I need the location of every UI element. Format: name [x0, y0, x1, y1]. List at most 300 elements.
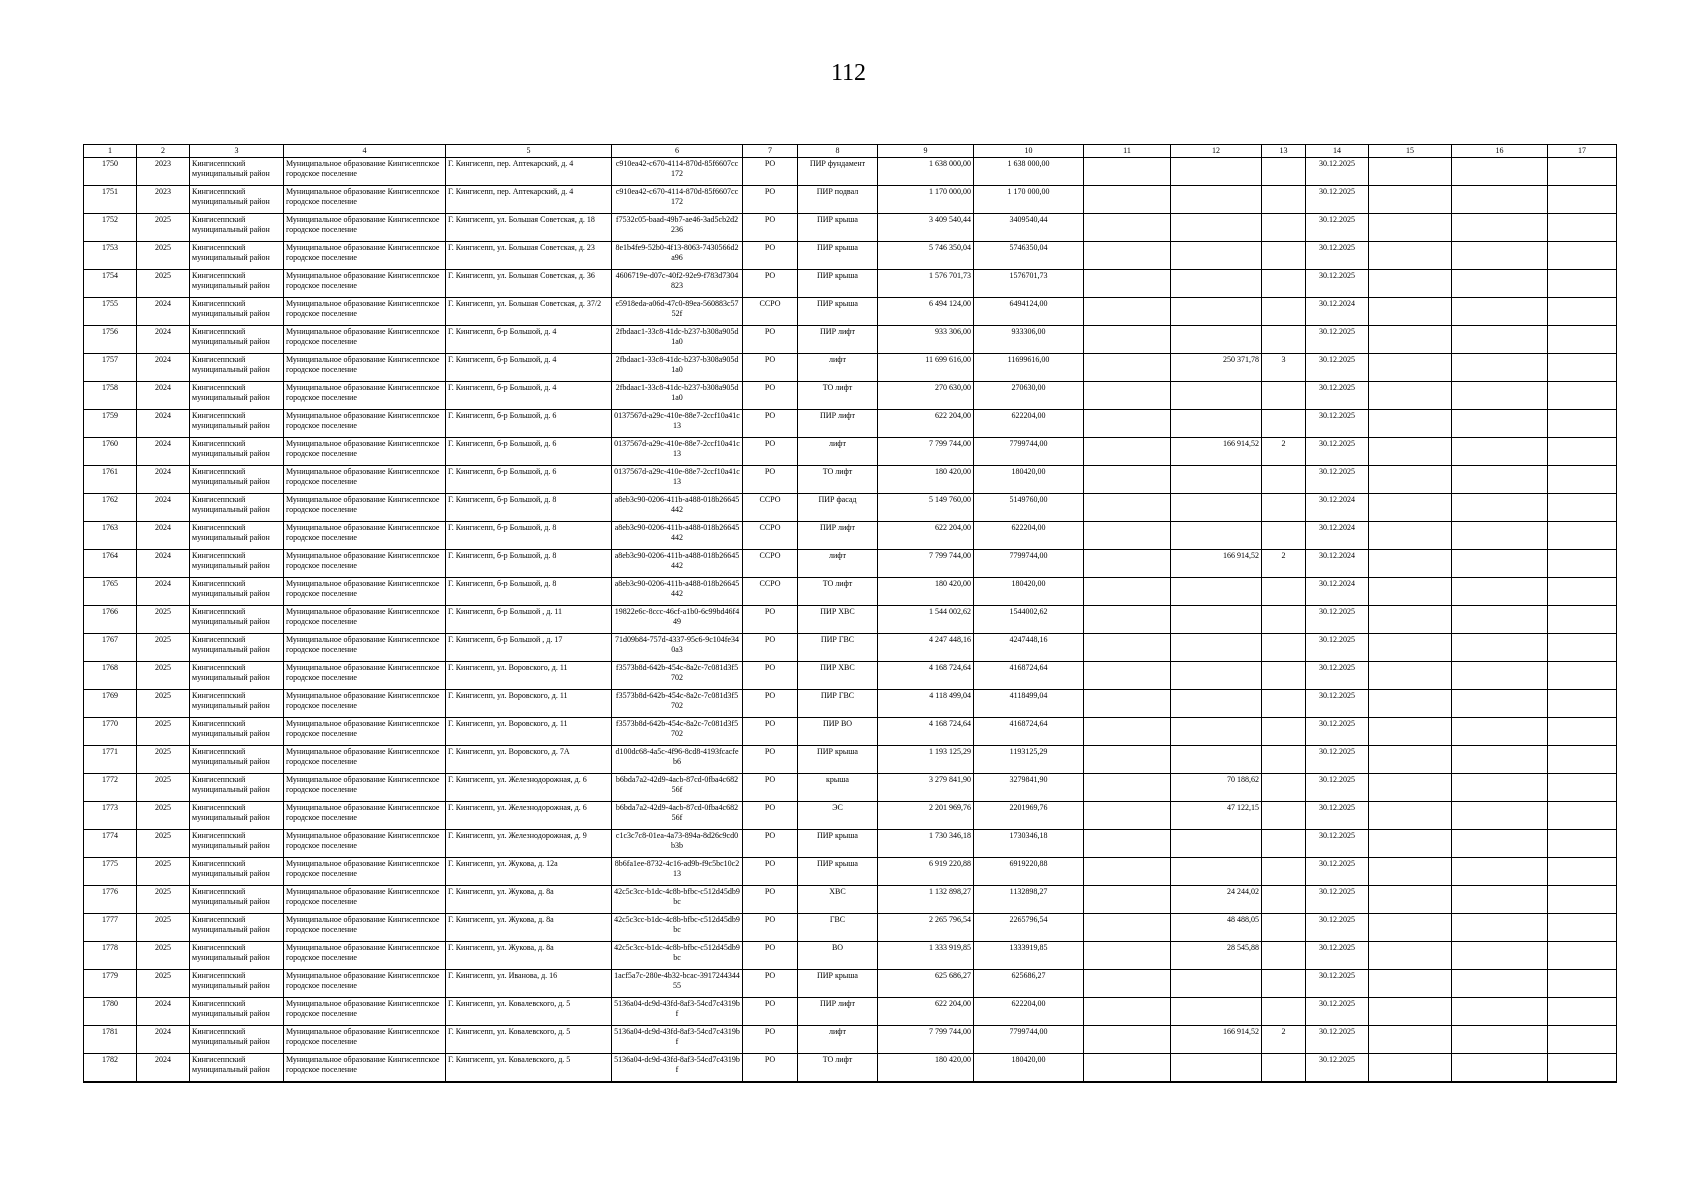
- cell-col-7: РО: [743, 382, 798, 410]
- cell-col-7: РО: [743, 606, 798, 634]
- cell-col-14: 30.12.2025: [1306, 718, 1369, 746]
- cell-col-3: Кингисеппский муниципальный район: [190, 410, 284, 438]
- cell-col-11: [1084, 158, 1171, 186]
- cell-col-11: [1084, 354, 1171, 382]
- cell-col-1: 1760: [84, 438, 137, 466]
- column-header-15: 15: [1369, 145, 1452, 158]
- cell-col-6: 4606719e-d07c-40f2-92e9-f783d7304823: [612, 270, 743, 298]
- cell-col-13: [1262, 1054, 1306, 1082]
- cell-col-1: 1764: [84, 550, 137, 578]
- cell-col-12: [1171, 494, 1262, 522]
- cell-col-17: [1548, 998, 1617, 1026]
- cell-col-8: ПИР крыша: [798, 830, 878, 858]
- cell-col-12: [1171, 970, 1262, 998]
- cell-col-14: 30.12.2024: [1306, 550, 1369, 578]
- cell-col-10: 180420,00: [974, 578, 1084, 606]
- cell-col-4: Муниципальное образование Кингисеппское городское поселение: [284, 298, 446, 326]
- table-row: [84, 186, 1617, 214]
- cell-col-8: ГВС: [798, 914, 878, 942]
- cell-col-4: Муниципальное образование Кингисеппское городское поселение: [284, 718, 446, 746]
- cell-col-8: ТО лифт: [798, 578, 878, 606]
- cell-col-4: Муниципальное образование Кингисеппское городское поселение: [284, 634, 446, 662]
- cell-col-8: ПИР лифт: [798, 410, 878, 438]
- cell-col-9: 1 170 000,00: [878, 186, 974, 214]
- cell-col-10: 2265796,54: [974, 914, 1084, 942]
- cell-col-14: 30.12.2025: [1306, 970, 1369, 998]
- cell-col-17: [1548, 606, 1617, 634]
- cell-col-17: [1548, 634, 1617, 662]
- cell-col-13: [1262, 578, 1306, 606]
- table-row: [84, 634, 1617, 662]
- cell-col-16: [1452, 1026, 1548, 1054]
- cell-col-11: [1084, 662, 1171, 690]
- cell-col-2: 2024: [137, 550, 190, 578]
- cell-col-15: [1369, 690, 1452, 718]
- cell-col-10: 1132898,27: [974, 886, 1084, 914]
- cell-col-6: e5918eda-a06d-47c0-89ea-560883c5752f: [612, 298, 743, 326]
- cell-col-12: 28 545,88: [1171, 942, 1262, 970]
- table-row: [84, 886, 1617, 914]
- cell-col-6: 1acf5a7c-280e-4b32-bcac-391724434455: [612, 970, 743, 998]
- cell-col-15: [1369, 830, 1452, 858]
- cell-col-1: 1767: [84, 634, 137, 662]
- cell-col-5: Г. Кингисепп, ул. Ковалевского, д. 5: [446, 998, 612, 1026]
- cell-col-2: 2025: [137, 270, 190, 298]
- cell-col-4: Муниципальное образование Кингисеппское городское поселение: [284, 242, 446, 270]
- cell-col-12: [1171, 578, 1262, 606]
- cell-col-16: [1452, 466, 1548, 494]
- cell-col-1: 1776: [84, 886, 137, 914]
- cell-col-17: [1548, 214, 1617, 242]
- cell-col-17: [1548, 662, 1617, 690]
- table-row: [84, 326, 1617, 354]
- table-row: [84, 858, 1617, 886]
- cell-col-7: РО: [743, 662, 798, 690]
- cell-col-7: РО: [743, 270, 798, 298]
- cell-col-12: [1171, 158, 1262, 186]
- cell-col-9: 1 193 125,29: [878, 746, 974, 774]
- cell-col-2: 2025: [137, 214, 190, 242]
- table-row: [84, 494, 1617, 522]
- cell-col-3: Кингисеппский муниципальный район: [190, 774, 284, 802]
- cell-col-14: 30.12.2025: [1306, 998, 1369, 1026]
- cell-col-12: [1171, 522, 1262, 550]
- cell-col-15: [1369, 858, 1452, 886]
- cell-col-4: Муниципальное образование Кингисеппское городское поселение: [284, 550, 446, 578]
- cell-col-9: 7 799 744,00: [878, 438, 974, 466]
- cell-col-10: 4168724,64: [974, 718, 1084, 746]
- cell-col-11: [1084, 298, 1171, 326]
- cell-col-16: [1452, 214, 1548, 242]
- table-header: [84, 145, 1617, 158]
- cell-col-3: Кингисеппский муниципальный район: [190, 550, 284, 578]
- cell-col-8: ПИР крыша: [798, 858, 878, 886]
- column-header-7: 7: [743, 145, 798, 158]
- cell-col-3: Кингисеппский муниципальный район: [190, 298, 284, 326]
- cell-col-15: [1369, 718, 1452, 746]
- cell-col-8: ПИР крыша: [798, 214, 878, 242]
- cell-col-6: 2fbdaac1-33c8-41dc-b237-b308a905d1a0: [612, 326, 743, 354]
- cell-col-2: 2024: [137, 410, 190, 438]
- cell-col-7: РО: [743, 186, 798, 214]
- cell-col-12: [1171, 186, 1262, 214]
- cell-col-5: Г. Кингисепп, б-р Большой , д. 17: [446, 634, 612, 662]
- cell-col-15: [1369, 522, 1452, 550]
- cell-col-10: 1 170 000,00: [974, 186, 1084, 214]
- cell-col-12: [1171, 662, 1262, 690]
- cell-col-6: f3573b8d-642b-454c-8a2c-7c081d3f5702: [612, 690, 743, 718]
- cell-col-10: 1333919,85: [974, 942, 1084, 970]
- cell-col-11: [1084, 550, 1171, 578]
- cell-col-1: 1769: [84, 690, 137, 718]
- cell-col-12: 24 244,02: [1171, 886, 1262, 914]
- cell-col-7: ССРО: [743, 494, 798, 522]
- cell-col-3: Кингисеппский муниципальный район: [190, 830, 284, 858]
- cell-col-3: Кингисеппский муниципальный район: [190, 886, 284, 914]
- cell-col-13: [1262, 242, 1306, 270]
- cell-col-6: c1c3c7c8-01ea-4a73-894a-8d26c9cd0b3b: [612, 830, 743, 858]
- cell-col-16: [1452, 298, 1548, 326]
- cell-col-9: 622 204,00: [878, 410, 974, 438]
- cell-col-9: 1 333 919,85: [878, 942, 974, 970]
- cell-col-8: лифт: [798, 438, 878, 466]
- cell-col-5: Г. Кингисепп, б-р Большой, д. 6: [446, 466, 612, 494]
- column-header-6: 6: [612, 145, 743, 158]
- cell-col-8: ПИР ГВС: [798, 634, 878, 662]
- cell-col-13: [1262, 606, 1306, 634]
- cell-col-17: [1548, 774, 1617, 802]
- cell-col-12: [1171, 466, 1262, 494]
- cell-col-2: 2024: [137, 382, 190, 410]
- cell-col-14: 30.12.2025: [1306, 242, 1369, 270]
- cell-col-7: ССРО: [743, 522, 798, 550]
- cell-col-9: 6 494 124,00: [878, 298, 974, 326]
- cell-col-6: f7532c05-baad-49b7-ae46-3ad5cb2d2236: [612, 214, 743, 242]
- cell-col-13: [1262, 774, 1306, 802]
- cell-col-5: Г. Кингисепп, ул. Большая Советская, д. 18: [446, 214, 612, 242]
- cell-col-17: [1548, 494, 1617, 522]
- cell-col-17: [1548, 970, 1617, 998]
- cell-col-14: 30.12.2025: [1306, 942, 1369, 970]
- column-header-8: 8: [798, 145, 878, 158]
- cell-col-15: [1369, 746, 1452, 774]
- cell-col-17: [1548, 158, 1617, 186]
- cell-col-14: 30.12.2025: [1306, 354, 1369, 382]
- cell-col-6: a8eb3c90-0206-411b-a488-018b26645442: [612, 578, 743, 606]
- cell-col-16: [1452, 774, 1548, 802]
- cell-col-11: [1084, 438, 1171, 466]
- cell-col-17: [1548, 802, 1617, 830]
- cell-col-11: [1084, 830, 1171, 858]
- cell-col-6: a8eb3c90-0206-411b-a488-018b26645442: [612, 494, 743, 522]
- table-row: [84, 942, 1617, 970]
- table-row: [84, 830, 1617, 858]
- cell-col-8: ХВС: [798, 886, 878, 914]
- cell-col-14: 30.12.2025: [1306, 802, 1369, 830]
- cell-col-15: [1369, 1026, 1452, 1054]
- cell-col-13: [1262, 186, 1306, 214]
- cell-col-14: 30.12.2025: [1306, 886, 1369, 914]
- cell-col-6: 8b6fa1ee-8732-4c16-ad9b-f9c5bc10c213: [612, 858, 743, 886]
- cell-col-11: [1084, 858, 1171, 886]
- cell-col-4: Муниципальное образование Кингисеппское городское поселение: [284, 466, 446, 494]
- cell-col-2: 2024: [137, 298, 190, 326]
- cell-col-13: [1262, 214, 1306, 242]
- cell-col-10: 1576701,73: [974, 270, 1084, 298]
- cell-col-4: Муниципальное образование Кингисеппское городское поселение: [284, 410, 446, 438]
- cell-col-9: 1 576 701,73: [878, 270, 974, 298]
- cell-col-3: Кингисеппский муниципальный район: [190, 186, 284, 214]
- cell-col-10: 5746350,04: [974, 242, 1084, 270]
- cell-col-4: Муниципальное образование Кингисеппское городское поселение: [284, 382, 446, 410]
- cell-col-4: Муниципальное образование Кингисеппское городское поселение: [284, 186, 446, 214]
- cell-col-2: 2023: [137, 186, 190, 214]
- cell-col-11: [1084, 998, 1171, 1026]
- cell-col-4: Муниципальное образование Кингисеппское городское поселение: [284, 494, 446, 522]
- cell-col-1: 1762: [84, 494, 137, 522]
- cell-col-14: 30.12.2025: [1306, 382, 1369, 410]
- table-row: [84, 1026, 1617, 1054]
- cell-col-13: [1262, 718, 1306, 746]
- cell-col-3: Кингисеппский муниципальный район: [190, 158, 284, 186]
- cell-col-14: 30.12.2025: [1306, 1026, 1369, 1054]
- cell-col-7: РО: [743, 998, 798, 1026]
- cell-col-7: РО: [743, 438, 798, 466]
- cell-col-16: [1452, 270, 1548, 298]
- cell-col-1: 1750: [84, 158, 137, 186]
- cell-col-3: Кингисеппский муниципальный район: [190, 466, 284, 494]
- cell-col-11: [1084, 494, 1171, 522]
- table-row: [84, 718, 1617, 746]
- cell-col-8: лифт: [798, 354, 878, 382]
- cell-col-1: 1775: [84, 858, 137, 886]
- cell-col-5: Г. Кингисепп, ул. Ковалевского, д. 5: [446, 1026, 612, 1054]
- cell-col-15: [1369, 438, 1452, 466]
- cell-col-13: [1262, 690, 1306, 718]
- cell-col-7: РО: [743, 914, 798, 942]
- cell-col-11: [1084, 578, 1171, 606]
- cell-col-7: ССРО: [743, 550, 798, 578]
- cell-col-4: Муниципальное образование Кингисеппское городское поселение: [284, 970, 446, 998]
- cell-col-8: ПИР крыша: [798, 242, 878, 270]
- table-row: [84, 438, 1617, 466]
- cell-col-9: 4 247 448,16: [878, 634, 974, 662]
- cell-col-10: 7799744,00: [974, 438, 1084, 466]
- cell-col-12: [1171, 270, 1262, 298]
- cell-col-5: Г. Кингисепп, б-р Большой, д. 4: [446, 326, 612, 354]
- cell-col-1: 1771: [84, 746, 137, 774]
- cell-col-5: Г. Кингисепп, б-р Большой , д. 11: [446, 606, 612, 634]
- cell-col-3: Кингисеппский муниципальный район: [190, 914, 284, 942]
- cell-col-6: 5136a04-dc9d-43fd-8af3-54cd7c4319bf: [612, 998, 743, 1026]
- cell-col-1: 1757: [84, 354, 137, 382]
- cell-col-5: Г. Кингисепп, ул. Железнодорожная, д. 6: [446, 802, 612, 830]
- table-row: [84, 774, 1617, 802]
- cell-col-15: [1369, 774, 1452, 802]
- cell-col-12: [1171, 718, 1262, 746]
- cell-col-14: 30.12.2025: [1306, 158, 1369, 186]
- cell-col-6: 5136a04-dc9d-43fd-8af3-54cd7c4319bf: [612, 1026, 743, 1054]
- cell-col-17: [1548, 270, 1617, 298]
- cell-col-2: 2024: [137, 1054, 190, 1082]
- cell-col-16: [1452, 886, 1548, 914]
- cell-col-2: 2025: [137, 830, 190, 858]
- cell-col-13: [1262, 858, 1306, 886]
- table-row: [84, 1054, 1617, 1082]
- cell-col-5: Г. Кингисепп, ул. Жукова, д. 12а: [446, 858, 612, 886]
- cell-col-7: РО: [743, 354, 798, 382]
- cell-col-12: 166 914,52: [1171, 438, 1262, 466]
- cell-col-17: [1548, 382, 1617, 410]
- cell-col-5: Г. Кингисепп, б-р Большой, д. 8: [446, 578, 612, 606]
- cell-col-17: [1548, 438, 1617, 466]
- cell-col-3: Кингисеппский муниципальный район: [190, 662, 284, 690]
- cell-col-10: 625686,27: [974, 970, 1084, 998]
- cell-col-9: 270 630,00: [878, 382, 974, 410]
- cell-col-15: [1369, 998, 1452, 1026]
- cell-col-17: [1548, 1026, 1617, 1054]
- cell-col-17: [1548, 186, 1617, 214]
- cell-col-14: 30.12.2025: [1306, 410, 1369, 438]
- cell-col-2: 2025: [137, 746, 190, 774]
- cell-col-1: 1780: [84, 998, 137, 1026]
- cell-col-10: 3279841,90: [974, 774, 1084, 802]
- cell-col-13: [1262, 914, 1306, 942]
- cell-col-11: [1084, 746, 1171, 774]
- cell-col-7: РО: [743, 830, 798, 858]
- cell-col-1: 1778: [84, 942, 137, 970]
- table-row: [84, 606, 1617, 634]
- cell-col-17: [1548, 522, 1617, 550]
- cell-col-3: Кингисеппский муниципальный район: [190, 1026, 284, 1054]
- cell-col-16: [1452, 550, 1548, 578]
- cell-col-2: 2025: [137, 942, 190, 970]
- cell-col-13: [1262, 466, 1306, 494]
- cell-col-11: [1084, 270, 1171, 298]
- cell-col-5: Г. Кингисепп, ул. Железнодорожная, д. 6: [446, 774, 612, 802]
- cell-col-8: ПИР ВО: [798, 718, 878, 746]
- cell-col-1: 1770: [84, 718, 137, 746]
- cell-col-4: Муниципальное образование Кингисеппское городское поселение: [284, 802, 446, 830]
- cell-col-10: 622204,00: [974, 410, 1084, 438]
- cell-col-1: 1765: [84, 578, 137, 606]
- cell-col-13: [1262, 158, 1306, 186]
- cell-col-6: 5136a04-dc9d-43fd-8af3-54cd7c4319bf: [612, 1054, 743, 1082]
- cell-col-11: [1084, 606, 1171, 634]
- cell-col-15: [1369, 298, 1452, 326]
- cell-col-3: Кингисеппский муниципальный район: [190, 522, 284, 550]
- cell-col-10: 2201969,76: [974, 802, 1084, 830]
- cell-col-8: ПИР крыша: [798, 298, 878, 326]
- table-row: [84, 522, 1617, 550]
- cell-col-13: [1262, 494, 1306, 522]
- cell-col-12: [1171, 998, 1262, 1026]
- cell-col-13: [1262, 298, 1306, 326]
- column-header-9: 9: [878, 145, 974, 158]
- cell-col-7: РО: [743, 886, 798, 914]
- cell-col-15: [1369, 914, 1452, 942]
- table-row: [84, 298, 1617, 326]
- cell-col-7: РО: [743, 942, 798, 970]
- cell-col-17: [1548, 886, 1617, 914]
- cell-col-15: [1369, 382, 1452, 410]
- cell-col-8: лифт: [798, 1026, 878, 1054]
- cell-col-16: [1452, 634, 1548, 662]
- cell-col-8: ЭС: [798, 802, 878, 830]
- cell-col-8: ТО лифт: [798, 382, 878, 410]
- cell-col-2: 2024: [137, 1026, 190, 1054]
- cell-col-17: [1548, 830, 1617, 858]
- cell-col-15: [1369, 326, 1452, 354]
- cell-col-2: 2024: [137, 354, 190, 382]
- cell-col-7: РО: [743, 718, 798, 746]
- cell-col-14: 30.12.2025: [1306, 606, 1369, 634]
- cell-col-8: ПИР фасад: [798, 494, 878, 522]
- cell-col-9: 4 168 724,64: [878, 718, 974, 746]
- cell-col-4: Муниципальное образование Кингисеппское городское поселение: [284, 886, 446, 914]
- cell-col-5: Г. Кингисепп, ул. Иванова, д. 16: [446, 970, 612, 998]
- cell-col-2: 2024: [137, 494, 190, 522]
- cell-col-1: 1751: [84, 186, 137, 214]
- cell-col-15: [1369, 802, 1452, 830]
- cell-col-11: [1084, 942, 1171, 970]
- cell-col-12: [1171, 382, 1262, 410]
- cell-col-17: [1548, 942, 1617, 970]
- cell-col-9: 3 279 841,90: [878, 774, 974, 802]
- cell-col-16: [1452, 998, 1548, 1026]
- cell-col-5: Г. Кингисепп, ул. Ковалевского, д. 5: [446, 1054, 612, 1082]
- cell-col-15: [1369, 214, 1452, 242]
- cell-col-5: Г. Кингисепп, б-р Большой, д. 8: [446, 550, 612, 578]
- cell-col-4: Муниципальное образование Кингисеппское городское поселение: [284, 690, 446, 718]
- table-row: [84, 802, 1617, 830]
- cell-col-14: 30.12.2025: [1306, 214, 1369, 242]
- cell-col-11: [1084, 186, 1171, 214]
- cell-col-13: [1262, 970, 1306, 998]
- cell-col-3: Кингисеппский муниципальный район: [190, 690, 284, 718]
- cell-col-9: 11 699 616,00: [878, 354, 974, 382]
- cell-col-9: 5 149 760,00: [878, 494, 974, 522]
- cell-col-16: [1452, 802, 1548, 830]
- cell-col-16: [1452, 830, 1548, 858]
- cell-col-8: ПИР лифт: [798, 326, 878, 354]
- cell-col-12: [1171, 1054, 1262, 1082]
- cell-col-11: [1084, 774, 1171, 802]
- cell-col-16: [1452, 718, 1548, 746]
- cell-col-10: 5149760,00: [974, 494, 1084, 522]
- cell-col-3: Кингисеппский муниципальный район: [190, 718, 284, 746]
- cell-col-11: [1084, 522, 1171, 550]
- cell-col-17: [1548, 690, 1617, 718]
- cell-col-5: Г. Кингисепп, б-р Большой, д. 8: [446, 494, 612, 522]
- cell-col-12: 166 914,52: [1171, 1026, 1262, 1054]
- cell-col-16: [1452, 438, 1548, 466]
- cell-col-3: Кингисеппский муниципальный район: [190, 746, 284, 774]
- cell-col-10: 4168724,64: [974, 662, 1084, 690]
- cell-col-12: [1171, 746, 1262, 774]
- cell-col-9: 2 201 969,76: [878, 802, 974, 830]
- register-table: [83, 144, 1617, 1083]
- cell-col-5: Г. Кингисепп, ул. Жукова, д. 8а: [446, 942, 612, 970]
- table-row: [84, 690, 1617, 718]
- cell-col-3: Кингисеппский муниципальный район: [190, 326, 284, 354]
- cell-col-13: [1262, 886, 1306, 914]
- cell-col-2: 2025: [137, 802, 190, 830]
- cell-col-7: РО: [743, 242, 798, 270]
- cell-col-2: 2024: [137, 998, 190, 1026]
- cell-col-17: [1548, 578, 1617, 606]
- cell-col-8: ПИР крыша: [798, 970, 878, 998]
